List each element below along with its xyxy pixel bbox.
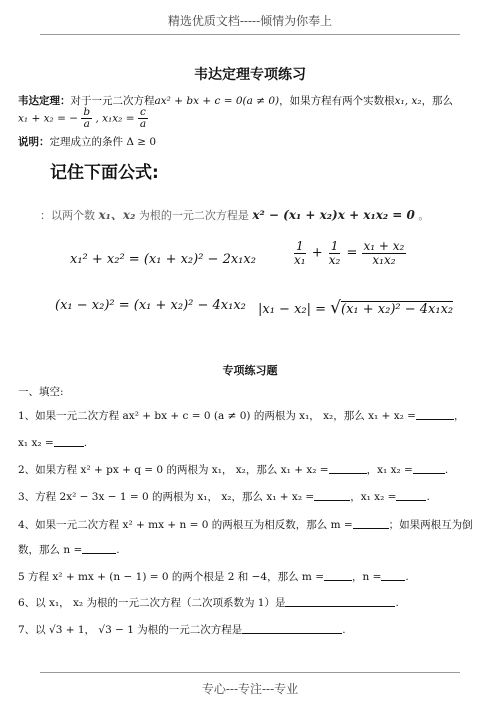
- theorem-equation: ax² + bx + c = 0(a ≠ 0): [154, 95, 280, 107]
- q3-text: 3、方程 2x² − 3x − 1 = 0 的两根为 x₁， x₂，那么 x₁ + x₂ =: [18, 491, 315, 503]
- frac-3-num: x₁ + x₂: [363, 239, 405, 253]
- sum-numerator: b: [83, 106, 91, 118]
- question-6: [18, 595, 399, 610]
- q1-product-text: x₁ x₂ =: [18, 437, 54, 449]
- prod-fraction: [138, 107, 148, 130]
- exercises-title: 专项练习题: [222, 364, 278, 377]
- frac-2-num: 1: [330, 239, 339, 253]
- prod-denominator: a: [139, 118, 147, 131]
- q1-blank-sum[interactable]: [416, 409, 454, 420]
- frac-1-num: 1: [295, 239, 304, 253]
- header-divider: [40, 34, 460, 35]
- q2-text: 2、如果方程 x² + px + q = 0 的两根为 x₁， x₂，那么 x₁ + x₂ =: [18, 464, 329, 476]
- intro-mid: 为根的一元二次方程是: [138, 209, 249, 222]
- formula-abs-diff: [258, 298, 453, 318]
- q6-end: .: [395, 597, 399, 609]
- theorem-label: 韦达定理：: [18, 95, 71, 107]
- q5-end: .: [405, 571, 409, 583]
- prod-lhs: , x₁x₂ =: [95, 112, 135, 125]
- memorize-heading: 记住下面公式:: [50, 163, 159, 183]
- page-header: 精选优质文档-----倾情为你奉上: [167, 14, 333, 28]
- intro-line: [40, 206, 429, 223]
- sum-denominator: a: [83, 118, 90, 131]
- footer-divider: [40, 672, 460, 673]
- theorem-end: ，那么: [421, 95, 454, 107]
- q2-blank-product[interactable]: [413, 463, 445, 474]
- sum-fraction: [81, 107, 92, 130]
- formula-reciprocal-sum: [292, 240, 406, 266]
- q3-blank-sum[interactable]: [314, 490, 350, 501]
- abs-diff-lhs: |x₁ − x₂| =: [258, 302, 327, 317]
- q4-blank-m[interactable]: [353, 518, 389, 529]
- q3-product-text: ，x₁ x₂ =: [350, 491, 397, 503]
- theorem-roots: x₁, x₂: [394, 95, 422, 107]
- frac-3: [362, 240, 407, 266]
- q7-blank[interactable]: [242, 623, 342, 634]
- q1-blank-product[interactable]: [54, 436, 84, 447]
- note-label: 说明：: [18, 136, 50, 148]
- fill-section-label: 一、填空:: [18, 386, 64, 398]
- question-4-cont: [18, 542, 120, 557]
- q2-product-text: ，x₁ x₂ =: [366, 464, 413, 476]
- q6-text: 6、以 x₁， x₂ 为根的一元二次方程（二次项系数为 1）是: [18, 597, 286, 609]
- page-title: 韦达定理专项练习: [194, 67, 306, 83]
- frac-2: [327, 240, 343, 266]
- page-footer: 专心---专注---专业: [201, 682, 299, 696]
- question-2: [18, 462, 448, 477]
- sum-lhs: x₁ + x₂ = −: [18, 112, 79, 125]
- q5-text-2: ，n =: [352, 571, 382, 583]
- plus-sign: +: [311, 245, 323, 261]
- q1-text: 1、如果一元二次方程 ax² + bx + c = 0 (a ≠ 0) 的两根为 x₁， x₂，那么 x₁ + x₂ =: [18, 410, 416, 422]
- q4-text: 4、如果一元二次方程 x² + mx + n = 0 的两根互为相反数，那么 m =: [18, 519, 353, 531]
- note-text: 定理成立的条件 Δ ≥ 0: [49, 136, 157, 148]
- intro-prefix: ：以两个数: [40, 209, 95, 222]
- q7-text: 7、以 √3 + 1， √3 − 1 为根的一元二次方程是: [18, 624, 243, 636]
- formula-square-sum: x₁² + x₂² = (x₁ + x₂)² − 2x₁x₂: [70, 252, 256, 267]
- intro-vars: x₁、x₂: [98, 208, 136, 222]
- sqrt-icon: √: [330, 298, 342, 318]
- q2-blank-sum[interactable]: [329, 463, 367, 474]
- frac-2-den: x₂: [328, 252, 341, 267]
- question-3: [18, 489, 430, 504]
- formula-square-diff: (x₁ − x₂)² = (x₁ + x₂)² − 4x₁x₂: [55, 298, 246, 313]
- vieta-formula: [18, 107, 148, 130]
- frac-3-den: x₁x₂: [372, 252, 396, 267]
- intro-suffix: 。: [418, 209, 430, 222]
- question-1-cont: [18, 436, 87, 449]
- q5-blank-n[interactable]: [381, 570, 405, 581]
- q5-blank-m[interactable]: [324, 570, 352, 581]
- q4-text-3: 数，那么 n =: [18, 544, 83, 556]
- q3-end: .: [426, 491, 430, 503]
- q4-text-2: ；如果两根互为倒: [388, 519, 473, 531]
- q4-end: .: [116, 544, 120, 556]
- question-4: [18, 517, 473, 532]
- q3-blank-product[interactable]: [396, 490, 426, 501]
- frac-1: [292, 240, 308, 266]
- intro-equation: x² − (x₁ + x₂)x + x₁x₂ = 0: [252, 208, 415, 222]
- q7-end: .: [342, 624, 346, 636]
- note-line: [18, 134, 156, 149]
- question-7: [18, 622, 346, 637]
- question-1: [18, 408, 464, 423]
- frac-1-den: x₁: [294, 252, 306, 267]
- theorem-text: 对于一元二次方程: [70, 95, 155, 107]
- q4-blank-n[interactable]: [82, 543, 116, 554]
- question-5: [18, 569, 409, 584]
- q2-end: .: [444, 464, 449, 476]
- theorem-mid: ，如果方程有两个实数根: [279, 95, 395, 107]
- prod-numerator: c: [140, 106, 146, 118]
- q1-sep: ，: [453, 410, 465, 422]
- q6-blank[interactable]: [285, 596, 395, 607]
- q5-text: 5 方程 x² + mx + (n − 1) = 0 的两个根是 2 和 −4，那么 m =: [18, 571, 325, 583]
- equals-sign: =: [346, 245, 358, 261]
- abs-diff-rhs: (x₁ + x₂)² − 4x₁x₂: [341, 302, 454, 317]
- q1-end: .: [83, 437, 88, 449]
